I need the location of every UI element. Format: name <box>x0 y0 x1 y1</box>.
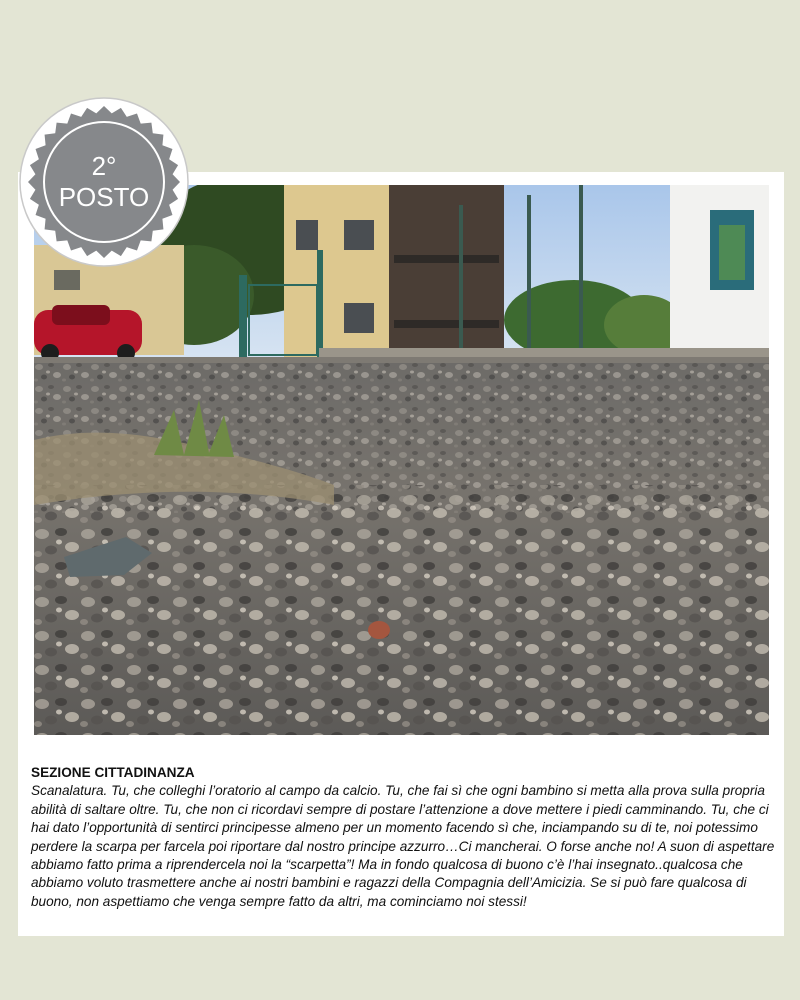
badge-posto: POSTO <box>58 182 150 212</box>
ranking-badge <box>18 96 190 268</box>
caption-text: Scanalatura. Tu, che colleghi l’oratorio al campo da calcio. Tu, che fai sì che ogni bambino si metta alla prova sulla propria abilità di saltare oltre. Tu, che non ci ricordavi sempre di postare l’attenzione a dove mettere i piedi camminando. Tu, che ci hai dato l’opportunità di sentirci principesse almeno per un momento facendo sì che, inciampando su di te, noi potessimo perdere la scarpa per farcela poi riportare dal nostro principe azzurro…Ci mancherai. O forse anche no! A suon di aspettare abbiamo fatto prima a riprendercela noi la “scarpetta”! Ma in fondo qualcosa di buono c’è l’hai insegnato..qualcosa che abbiamo voluto trasmettere anche ai nostri bambini e ragazzi della Compagnia dell’Amicizia. Se si può fare qualcosa di buono, non aspettiamo che venga sempre fatto da altri, ma cominciamo noi stessi! <box>31 783 775 909</box>
badge-rank: 2° <box>91 151 117 181</box>
caption <box>31 764 776 911</box>
section-title: SEZIONE CITTADINANZA <box>31 765 195 780</box>
